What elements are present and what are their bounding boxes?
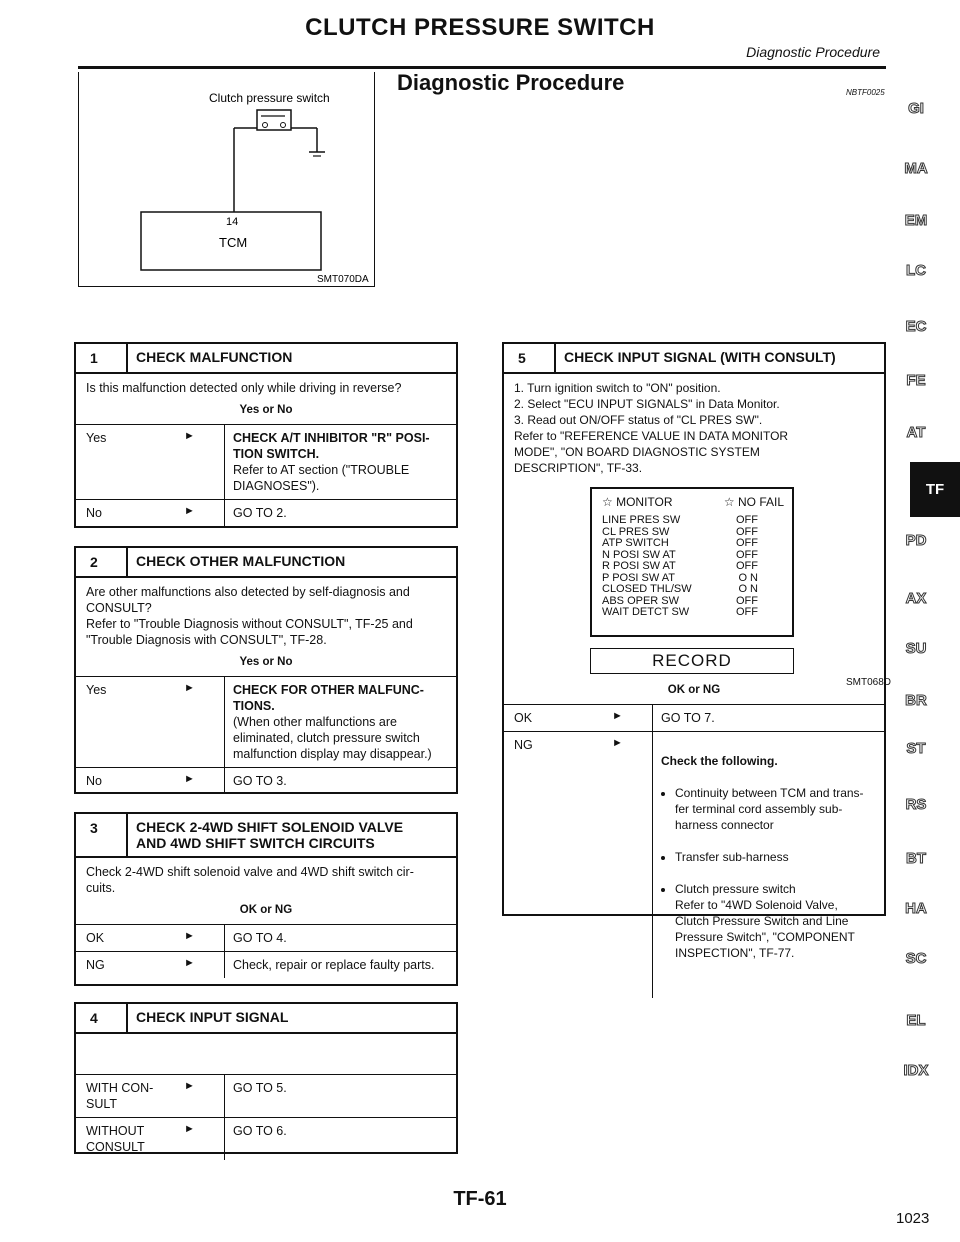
step-question: Yes or No xyxy=(76,654,456,677)
side-tab-lc[interactable]: LC xyxy=(906,262,926,279)
answer-label: No xyxy=(86,506,102,520)
step-title: CHECK INPUT SIGNAL xyxy=(136,1009,289,1025)
arrow-icon: ► xyxy=(184,505,195,517)
answer-label: NG xyxy=(86,958,105,972)
monitor-item-name: CLOSED THL/SW xyxy=(602,583,692,595)
step-2-table xyxy=(74,546,458,794)
result-text: GO TO 7. xyxy=(652,705,884,731)
step-title: CHECK INPUT SIGNAL (WITH CONSULT) xyxy=(564,349,836,365)
monitor-item-name: LINE PRES SW xyxy=(602,514,681,526)
answer-row xyxy=(76,1118,456,1160)
terminal-number: 14 xyxy=(226,216,239,228)
result-text: GO TO 2. xyxy=(224,500,456,526)
wiring-diagram-svg xyxy=(79,72,376,287)
wiring-diagram xyxy=(78,72,375,287)
step-number: 5 xyxy=(504,344,556,372)
monitor-item-value: OFF xyxy=(736,548,758,561)
list-item: • Continuity between TCM and trans- fer terminal cord assembly sub- harness connector xyxy=(675,785,876,833)
check-list xyxy=(661,769,876,977)
result-text: Check, repair or replace faulty parts. xyxy=(224,952,456,978)
answer-row xyxy=(504,705,884,732)
step-title: CHECK MALFUNCTION xyxy=(136,349,293,365)
page-footer: TF-61 xyxy=(453,1188,507,1210)
step-body: Are other malfunctions also detected by self-diagnosis and CONSULT? Refer to "Trouble Diagnosis without CONSULT", TF-25 and "Trouble Diagnosis with CONSULT", TF-28. xyxy=(86,585,413,647)
monitor-items xyxy=(592,515,792,619)
side-tab-fe[interactable]: FE xyxy=(906,372,926,389)
step-question: OK or NG xyxy=(76,902,456,925)
result-text: (When other malfunctions are eliminated, clutch pressure switch malfunction display may disappear.) xyxy=(233,715,432,761)
step-title: CHECK OTHER MALFUNCTION xyxy=(136,553,346,569)
monitor-item-value: OFF xyxy=(736,514,758,526)
consult-monitor-screen xyxy=(590,487,794,637)
result-text: GO TO 4. xyxy=(224,925,456,951)
step-title: CHECK 2-4WD SHIFT SOLENOID VALVE AND 4WD SHIFT SWITCH CIRCUITS xyxy=(136,819,404,851)
monitor-item-value: OFF xyxy=(736,525,758,538)
step-number: 3 xyxy=(76,814,128,856)
answer-label: Yes xyxy=(86,683,107,697)
arrow-icon: ► xyxy=(612,710,623,722)
monitor-item xyxy=(592,515,792,527)
answer-row xyxy=(76,768,456,794)
answer-row xyxy=(76,425,456,500)
monitor-item-value: O N xyxy=(738,583,758,595)
arrow-icon: ► xyxy=(184,1080,195,1092)
result-heading: Check the following. xyxy=(661,754,778,768)
monitor-label: ☆ MONITOR xyxy=(602,495,673,509)
monitor-item-value: OFF xyxy=(736,560,758,572)
monitor-item xyxy=(592,561,792,573)
answer-row xyxy=(504,732,884,998)
monitor-ref: SMT068D xyxy=(846,677,892,688)
page-number: 1023 xyxy=(896,1210,930,1227)
side-tab-gi[interactable]: GI xyxy=(908,100,924,117)
document-code: NBTF0025 xyxy=(846,88,885,97)
side-tab-ha[interactable]: HA xyxy=(905,900,927,917)
step-number: 2 xyxy=(76,548,128,576)
monitor-item xyxy=(592,607,792,619)
answer-label: NG xyxy=(514,738,533,752)
monitor-item-name: P POSI SW AT xyxy=(602,571,675,584)
list-item: • Transfer sub-harness xyxy=(675,849,876,865)
side-tab-el[interactable]: EL xyxy=(906,1012,926,1029)
monitor-item-value: OFF xyxy=(736,537,758,549)
monitor-item-name: R POSI SW AT xyxy=(602,560,676,572)
step-3-table xyxy=(74,812,458,986)
monitor-item xyxy=(592,538,792,550)
monitor-item-value: O N xyxy=(738,571,758,584)
answer-label: WITHOUT CONSULT xyxy=(86,1124,145,1154)
monitor-item-name: CL PRES SW xyxy=(602,525,670,538)
side-tab-pd[interactable]: PD xyxy=(905,532,927,549)
arrow-icon: ► xyxy=(612,737,623,749)
no-fail-label: ☆ NO FAIL xyxy=(723,495,784,509)
arrow-icon: ► xyxy=(184,682,195,694)
answer-row xyxy=(76,925,456,952)
monitor-item-name: ATP SWITCH xyxy=(602,537,669,549)
side-tab-ec[interactable]: EC xyxy=(905,318,927,335)
answer-label: WITH CON- SULT xyxy=(86,1081,154,1111)
step-body: Is this malfunction detected only while driving in reverse? xyxy=(86,381,402,395)
arrow-icon: ► xyxy=(184,957,195,969)
answer-row xyxy=(76,677,456,768)
diagram-ref: SMT070DA xyxy=(317,274,369,285)
step-1-table xyxy=(74,342,458,528)
side-tab-at[interactable]: AT xyxy=(906,424,926,441)
step-body: Check 2-4WD shift solenoid valve and 4WD shift switch cir- cuits. xyxy=(86,865,414,895)
arrow-icon: ► xyxy=(184,1123,195,1135)
side-tab-bt[interactable]: BT xyxy=(906,850,926,867)
arrow-icon: ► xyxy=(184,773,195,785)
monitor-item-name: ABS OPER SW xyxy=(602,594,680,607)
header-rule xyxy=(78,66,886,69)
side-tab-su[interactable]: SU xyxy=(905,640,927,657)
side-tab-sc[interactable]: SC xyxy=(905,950,927,967)
side-tab-rs[interactable]: RS xyxy=(905,796,927,813)
answer-label: OK xyxy=(86,931,105,945)
step-number: 4 xyxy=(76,1004,128,1032)
result-heading: CHECK FOR OTHER MALFUNC- TIONS. xyxy=(233,683,424,713)
answer-label: No xyxy=(86,774,102,788)
monitor-item-value: OFF xyxy=(736,606,758,618)
side-tab-ma[interactable]: MA xyxy=(904,160,928,177)
monitor-item-name: N POSI SW AT xyxy=(602,548,676,561)
answer-row xyxy=(76,500,456,526)
step-body-empty xyxy=(76,1034,456,1075)
step-number: 1 xyxy=(76,344,128,372)
side-tab-em[interactable]: EM xyxy=(904,212,928,229)
running-subheading: Diagnostic Procedure xyxy=(746,44,880,60)
arrow-icon: ► xyxy=(184,930,195,942)
step-question: Yes or No xyxy=(76,402,456,425)
result-text: Refer to AT section ("TROUBLE DIAGNOSES"). xyxy=(233,463,410,493)
answer-label: OK xyxy=(514,711,533,725)
side-tab-ax[interactable]: AX xyxy=(905,590,927,607)
step-body: 1. Turn ignition switch to "ON" position. 2. Select "ECU INPUT SIGNALS" in Data Monitor. 3. Read out ON/OFF status of "CL PRES SW". Refer to "REFERENCE VALUE IN DATA MONITOR MODE", "ON BOARD DIAGNOSTIC SYSTEM DESCRIPTION", TF-33. xyxy=(514,381,789,475)
arrow-icon: ► xyxy=(184,430,195,442)
monitor-item-name: WAIT DETCT SW xyxy=(602,606,690,618)
result-text: GO TO 6. xyxy=(224,1118,456,1160)
result-text: GO TO 5. xyxy=(224,1075,456,1117)
record-button[interactable]: RECORD xyxy=(590,648,794,674)
side-tab-br[interactable]: BR xyxy=(905,692,927,709)
side-tab-st[interactable]: ST xyxy=(906,740,926,757)
answer-row xyxy=(76,1075,456,1118)
diagram-label: Clutch pressure switch xyxy=(209,91,330,105)
side-tab-tf-active[interactable]: TF xyxy=(910,462,960,517)
step-question: OK or NG xyxy=(504,682,884,705)
answer-row xyxy=(76,952,456,978)
answer-label: Yes xyxy=(86,431,107,445)
side-tab-idx[interactable]: IDX xyxy=(903,1062,929,1079)
list-item: • Clutch pressure switch Refer to "4WD Solenoid Valve, Clutch Pressure Switch and Line Pressure Switch", "COMPONENT INSPECTION", TF-77. xyxy=(675,881,876,961)
page-title: CLUTCH PRESSURE SWITCH xyxy=(305,14,655,41)
result-text: GO TO 3. xyxy=(224,768,456,794)
result-heading: CHECK A/T INHIBITOR "R" POSI- TION SWITCH. xyxy=(233,431,430,461)
monitor-item-value: OFF xyxy=(736,594,758,607)
tcm-label: TCM xyxy=(219,235,248,250)
monitor-item xyxy=(592,584,792,596)
switch-symbol xyxy=(257,110,291,130)
step-4-table xyxy=(74,1002,458,1154)
section-title: Diagnostic Procedure xyxy=(397,70,625,95)
